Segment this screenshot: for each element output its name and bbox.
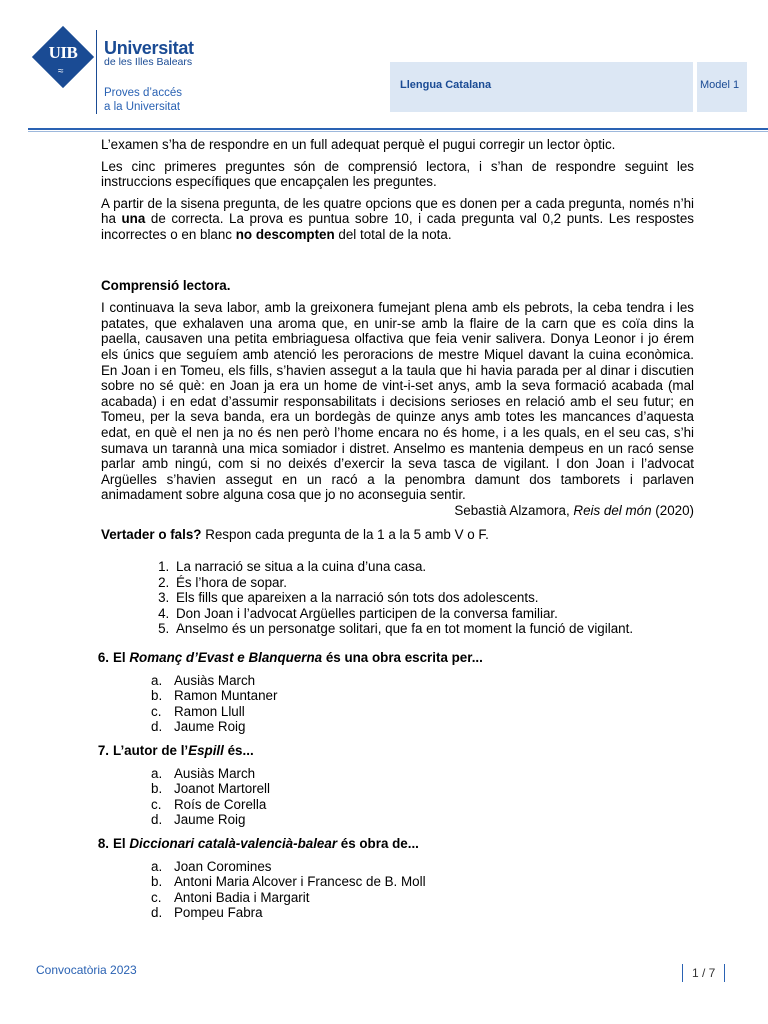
question-text-pre: L’autor de l’: [113, 743, 189, 758]
option-text: Ramon Muntaner: [174, 688, 278, 704]
intro-p3-e: del total de la nota.: [334, 226, 452, 242]
option-letter: b.: [151, 688, 163, 704]
intro-paragraph-3: [101, 196, 694, 243]
header-rule-thin: [28, 131, 768, 132]
subject-box: [390, 62, 693, 112]
university-subname: de les Illes Balears: [104, 56, 193, 68]
option-letter: d.: [151, 905, 163, 921]
intro-p3-a: A partir de la sisena pregunta, de les quatre opcions que es donen per a cada pregunta, només n’hi ha: [101, 195, 694, 227]
logo-wave-icon: ≈: [58, 66, 64, 77]
footer-convocatoria: Convocatòria 2023: [36, 963, 137, 977]
source-title: Reis del món: [573, 502, 652, 518]
option-b: [101, 874, 694, 890]
question-number: 6.: [97, 650, 109, 666]
question-7: [97, 743, 694, 759]
true-false-item: 3. Els fills que apareixen a la narració són tots dos adolescents.: [173, 590, 694, 606]
question-text-post: és...: [223, 743, 254, 758]
option-letter: a.: [151, 858, 163, 874]
option-letter: d.: [151, 812, 163, 828]
option-a: [101, 673, 694, 689]
true-false-text: Respon cada pregunta de la 1 a la 5 amb V o F.: [201, 527, 489, 543]
true-false-instruction: [101, 527, 694, 543]
reading-text: I continuava la seva labor, amb la greixonera fumejant plena amb els pebrots, la ceba tendra i les patates, que exhalaven una aroma que, en unir-se amb la flaire de la carn que es coïa dins la paella, causaven una petita embriaguesa olfactiva que feia venir salivera. Donya Leonor i jo érem els únics que seguíem amb atenció les peroracions de mestre Miquel davant la cuina econòmica. En Joan i en Tomeu, els fills, s’havien assegut a la taula que hi havia parada per al dinar i discutien sobre no sé què: en Joan ja era un home de vint-i-set anys, amb la seva formació acabada (mal acabada) i en edat d’assumir responsabilitats i decisions serioses en relació amb el seu futur; en Tomeu, per la seva banda, era un bordegàs de quinze anys amb totes les mancances d’aquesta edat, en què el nen ja no és nen però l’home encara no és home, i a les quals, en el seu cas, s’hi sumava un tarannà una mica somiador i distret. Anselmo es mantenia dempeus en un racó sense parlar amb ningú, com si no deixés d’exercir la seva tasca de vigilant. I don Joan i l’advocat Argüelles s’havien assegut en un racó a la penombra damunt dos tamborets i parlaven animadament sobre alguna cosa que jo no aconseguia sentir.: [101, 300, 694, 503]
option-text: Pompeu Fabra: [174, 905, 263, 921]
question-number: 8.: [97, 835, 109, 851]
proves-line-1: Proves d’accés: [104, 87, 182, 99]
model-box: [697, 62, 747, 112]
question-number: 7.: [97, 743, 109, 758]
option-text: Joan Coromines: [174, 858, 272, 874]
question-8-options: [101, 859, 694, 921]
question-text-italic: Romanç d’Evast e Blanquerna: [129, 650, 323, 666]
option-a: [101, 766, 694, 782]
true-false-item: 5. Anselmo és un personatge solitari, que fa en tot moment la funció de vigilant.: [173, 621, 694, 637]
reading-section-title: Comprensió lectora.: [101, 277, 231, 293]
true-false-item: 1. La narració se situa a la cuina d’una casa.: [173, 559, 694, 575]
option-letter: a.: [151, 765, 163, 781]
source-year: (2020): [651, 502, 694, 518]
option-letter: c.: [151, 703, 162, 719]
true-false-item: 2. És l’hora de sopar.: [173, 575, 694, 591]
model-label: Model 1: [700, 79, 740, 91]
option-letter: b.: [151, 781, 163, 797]
option-text: Roís de Corella: [174, 796, 267, 812]
question-text-post: és obra de...: [337, 835, 419, 851]
proves-label: [104, 86, 182, 114]
question-6-options: [101, 673, 694, 735]
option-text: Antoni Maria Alcover i Francesc de B. Moll: [174, 874, 426, 890]
option-c: [101, 704, 694, 720]
option-text: Jaume Roig: [174, 812, 246, 828]
option-text: Antoni Badia i Margarit: [174, 889, 310, 905]
option-text: Ausiàs March: [174, 765, 256, 781]
option-text: Ausiàs March: [174, 672, 256, 688]
question-text-pre: El: [113, 650, 130, 666]
option-d: [101, 719, 694, 735]
option-b: [101, 781, 694, 797]
question-text-italic: Espill: [188, 743, 224, 758]
source-author: Sebastià Alzamora,: [454, 502, 574, 518]
intro-p3-bold-una: una: [121, 211, 146, 227]
question-text-post: és una obra escrita per...: [322, 650, 483, 666]
reading-source: [101, 503, 694, 519]
option-letter: a.: [151, 672, 163, 688]
question-7-options: [101, 766, 694, 828]
option-a: [101, 859, 694, 875]
option-letter: b.: [151, 874, 163, 890]
true-false-item: 4. Don Joan i l’advocat Argüelles participen de la conversa familiar.: [173, 606, 694, 622]
option-c: [101, 797, 694, 813]
question-8: [97, 835, 694, 852]
subject-label: Llengua Catalana: [400, 79, 492, 91]
university-name: Universitat: [104, 38, 194, 58]
question-text-italic: Diccionari català-valencià-balear: [129, 835, 338, 851]
option-text: Joanot Martorell: [174, 781, 271, 797]
page-indicator: [682, 964, 725, 982]
option-d: [101, 905, 694, 921]
option-text: Jaume Roig: [174, 719, 246, 735]
question-text-pre: El: [113, 835, 130, 851]
true-false-list: [101, 559, 694, 637]
university-logo: [32, 26, 94, 88]
page-bar-right: [724, 964, 725, 982]
intro-p3-bold-no-descompten: no descompten: [235, 226, 335, 242]
intro-paragraph-2: Les cinc primeres preguntes són de comprensió lectora, i s’han de respondre seguint les instruccions específiques que encapçalen les preguntes.: [101, 158, 694, 190]
option-b: [101, 688, 694, 704]
exam-content: [97, 137, 694, 921]
intro-paragraph-1: L’examen s’ha de respondre en un full adequat perquè el pugui corregir un lector òptic.: [101, 137, 616, 152]
logo-text: UIB: [48, 43, 78, 62]
intro-p3-c: de correcta. La prova es puntua sobre 10, i cada pregunta val 0,2 punts. Les respostes incorrectes o en blanc: [101, 211, 694, 242]
option-text: Ramon Llull: [174, 703, 245, 719]
question-6: [97, 650, 694, 666]
option-letter: d.: [151, 719, 163, 735]
option-c: [101, 890, 694, 906]
header-divider: [96, 30, 97, 114]
header-rule: [28, 128, 768, 130]
true-false-lead: Vertader o fals?: [101, 527, 202, 543]
page-bar-left: [682, 964, 683, 982]
option-letter: c.: [151, 796, 162, 812]
option-d: [101, 812, 694, 828]
page-number: 1 / 7: [692, 966, 716, 980]
proves-line-2: a la Universitat: [104, 101, 181, 113]
option-letter: c.: [151, 889, 162, 905]
